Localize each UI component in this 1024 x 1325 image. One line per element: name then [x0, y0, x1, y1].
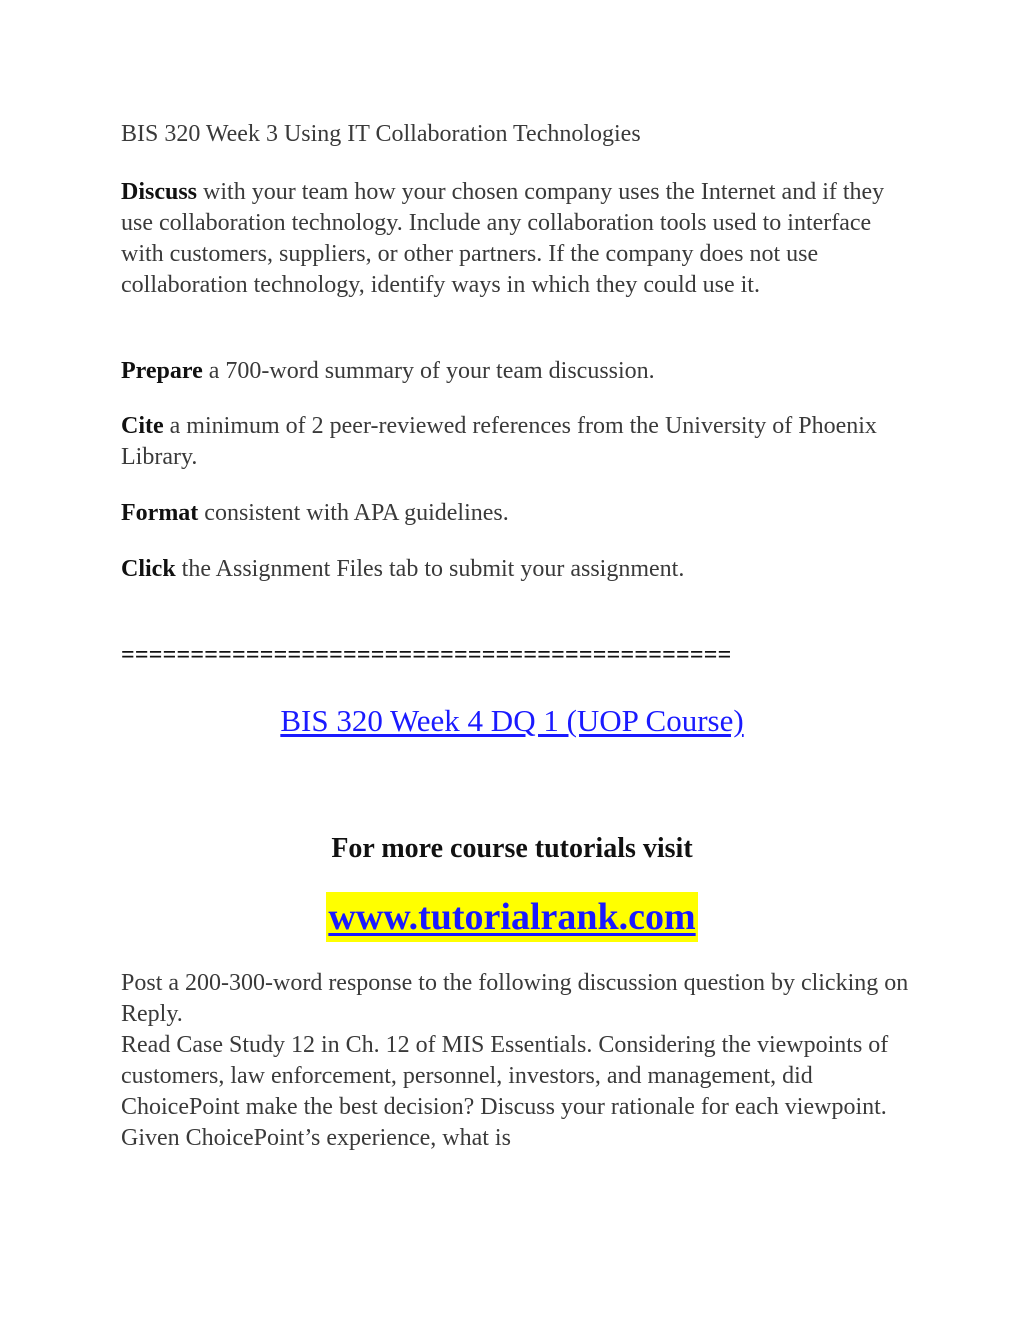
assignment-title: BIS 320 Week 3 Using IT Collaboration Technologies	[121, 121, 641, 147]
instruction-lead: Discuss	[121, 179, 198, 205]
course-link-row	[0, 701, 1024, 741]
separator-line: ============================================	[121, 642, 732, 668]
instruction-discuss	[121, 177, 911, 301]
course-link[interactable]: BIS 320 Week 4 DQ 1 (UOP Course)	[280, 703, 744, 738]
instruction-text: a minimum of 2 peer-reviewed references from the University of Phoenix Library.	[121, 413, 877, 470]
instruction-lead: Format	[121, 500, 199, 526]
instruction-format	[121, 498, 911, 529]
post-instruction: Post a 200-300-word response to the following discussion question by clicking on Reply.	[121, 970, 909, 1027]
instruction-text: with your team how your chosen company uses the Internet and if they use collaboration technology. Include any collaboration tools used to interface with customers, suppliers, or other partners. If the company does not use collaboration technology, identify ways in which they could use it.	[121, 179, 885, 298]
instruction-text: a 700-word summary of your team discussion.	[202, 358, 655, 384]
case-study-question: Read Case Study 12 in Ch. 12 of MIS Essentials. Considering the viewpoints of customers, law enforcement, personnel, investors, and management, did ChoicePoint make the best decision? Discuss your rationale for each viewpoint. Given ChoicePoint’s experience, what is	[121, 1032, 889, 1151]
instruction-prepare	[121, 356, 911, 387]
instruction-lead: Click	[121, 556, 176, 582]
instruction-text: the Assignment Files tab to submit your assignment.	[175, 556, 685, 582]
site-link-row	[0, 892, 1024, 942]
instruction-lead: Cite	[121, 413, 164, 439]
visit-heading: For more course tutorials visit	[331, 833, 693, 864]
instruction-text: consistent with APA guidelines.	[198, 500, 509, 526]
instruction-lead: Prepare	[121, 358, 203, 384]
instruction-cite	[121, 411, 911, 473]
instruction-click	[121, 554, 911, 585]
site-link[interactable]: www.tutorialrank.com	[326, 892, 697, 942]
